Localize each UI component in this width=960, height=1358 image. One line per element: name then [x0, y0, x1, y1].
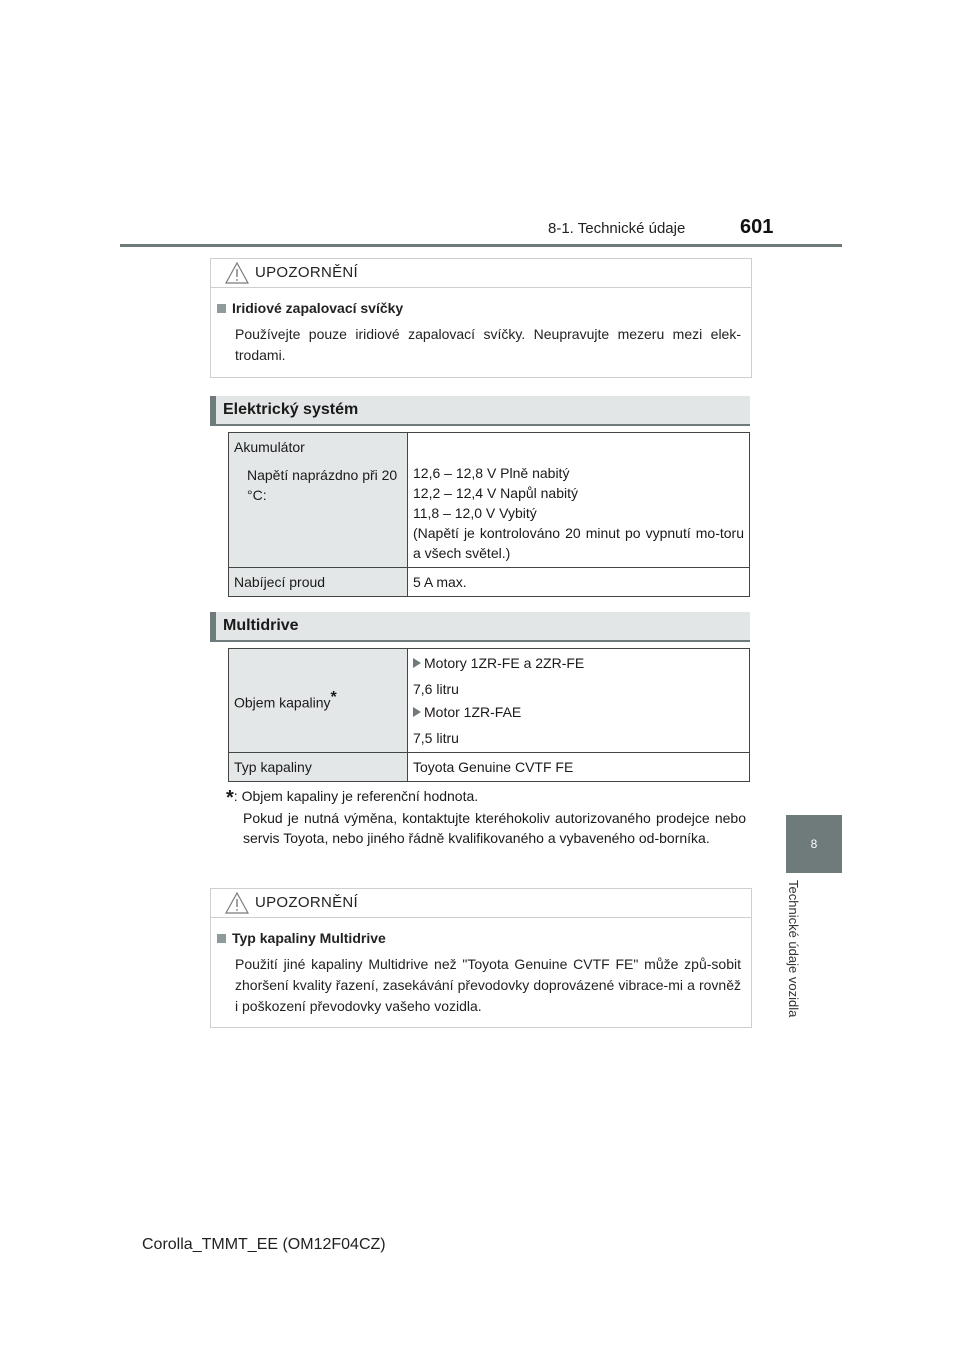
caution-box-multidrive-fluid	[210, 888, 752, 1028]
table-value-cell	[408, 433, 750, 568]
footnote-line1: : Objem kapaliny je referenční hodnota.	[233, 788, 479, 804]
caution-item-text: Používejte pouze iridiové zapalovací svíčky. Neupravujte mezeru mezi elek-trodami.	[235, 326, 741, 363]
table-row	[229, 753, 750, 782]
caution-title: UPOZORNĚNÍ	[255, 264, 359, 281]
voltage-note: (Napětí je kontrolováno 20 minut po vypnutí mo-toru a všech světel.)	[413, 525, 744, 561]
multidrive-table	[228, 648, 750, 782]
engine-group-2-value: 7,5 litru	[413, 730, 459, 746]
triangle-bullet-icon	[413, 707, 421, 717]
footnote-marker: *	[330, 689, 337, 707]
caution-item-text: Použití jiné kapaliny Multidrive než "Toyota Genuine CVTF FE" může způ-sobit zhoršení kvality řazení, zasekávání převodovky doprovázené vibrace-mi a rovněž i poškození převodovky vašeho vozidla.	[235, 956, 741, 1014]
battery-sublabel: Napětí naprázdno při 20 °C:	[247, 467, 398, 503]
chapter-label	[760, 880, 828, 1040]
voltage-half: 12,2 – 12,4 V Napůl nabitý	[413, 485, 579, 501]
charging-current-value: 5 A max.	[408, 568, 750, 597]
engine-group-1-value: 7,6 litru	[413, 681, 459, 697]
caution-header	[211, 889, 751, 918]
header-rule	[120, 244, 842, 247]
fluid-type-value: Toyota Genuine CVTF FE	[408, 753, 750, 782]
caution-item-heading: Typ kapaliny Multidrive	[217, 930, 741, 946]
warning-triangle-icon	[225, 892, 249, 914]
footnote	[226, 786, 746, 848]
table-row	[229, 649, 750, 753]
fluid-type-label: Typ kapaliny	[229, 753, 408, 782]
caution-title: UPOZORNĚNÍ	[255, 894, 359, 911]
caution-header	[211, 259, 751, 288]
triangle-bullet-icon	[413, 658, 421, 668]
table-label-cell	[229, 433, 408, 568]
caution-item-heading: Iridiové zapalovací svíčky	[217, 300, 741, 316]
section-header-electrical: Elektrický systém	[210, 396, 750, 426]
fluid-capacity-label: Objem kapaliny*	[229, 649, 408, 753]
table-row	[229, 568, 750, 597]
voltage-empty: 11,8 – 12,0 V Vybitý	[413, 505, 537, 521]
page-number: 601	[740, 216, 774, 238]
warning-triangle-icon	[225, 262, 249, 284]
chapter-number: 8	[810, 837, 818, 851]
chapter-label-text: Technické údaje vozidla	[786, 880, 801, 1018]
section-title: 8-1. Technické údaje	[548, 220, 686, 237]
battery-label: Akumulátor	[234, 439, 305, 455]
section-header-multidrive: Multidrive	[210, 612, 750, 642]
electrical-table	[228, 432, 750, 597]
table-row	[229, 433, 750, 568]
engine-group-1: Motory 1ZR-FE a 2ZR-FE	[413, 653, 744, 673]
engine-group-2: Motor 1ZR-FAE	[413, 702, 744, 722]
voltage-full: 12,6 – 12,8 V Plně nabitý	[413, 465, 570, 481]
chapter-tab[interactable]	[786, 815, 842, 873]
square-bullet-icon	[217, 934, 226, 943]
charging-current-label: Nabíjecí proud	[229, 568, 408, 597]
caution-box-spark-plugs	[210, 258, 752, 378]
square-bullet-icon	[217, 304, 226, 313]
document-footer: Corolla_TMMT_EE (OM12F04CZ)	[142, 1236, 386, 1253]
table-value-cell	[408, 649, 750, 753]
footnote-star: *	[226, 787, 234, 809]
footnote-line2: Pokud je nutná výměna, kontaktujte kteréhokoliv autorizovaného prodejce nebo servis Toyota, nebo jiného řádně kvalifikovaného a vybaveného od-borníka.	[243, 810, 746, 846]
